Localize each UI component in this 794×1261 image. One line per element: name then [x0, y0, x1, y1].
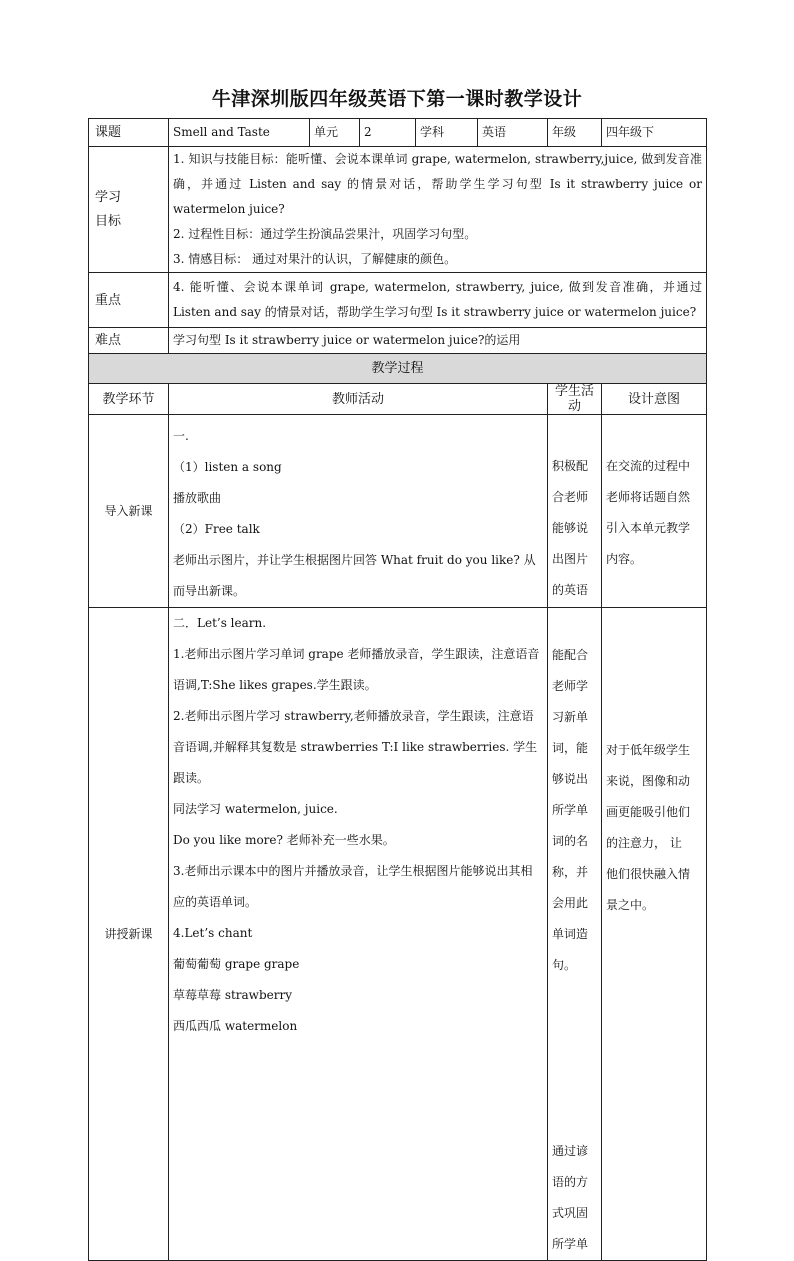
- subject-value: 英语: [478, 119, 548, 147]
- teacher-line: （2）Free talk: [173, 522, 260, 536]
- goal-line-2: 2. 过程性目标：通过学生扮演品尝果汁，巩固学习句型。: [173, 227, 477, 241]
- student-line: 句。: [552, 958, 577, 972]
- subject-label: 学科: [416, 119, 478, 147]
- intent-line: 的注意力， 让: [606, 836, 682, 850]
- teacher-line: 3.老师出示课本中的图片并播放录音，让学生根据图片能够说出其相应的英语单词。: [173, 864, 533, 909]
- goals-content: [169, 147, 707, 273]
- col-intent: 设计意图: [602, 384, 707, 415]
- col-teacher: 教师活动: [169, 384, 548, 415]
- intent-line: 来说，图像和动: [606, 774, 691, 788]
- key-content: [169, 273, 707, 328]
- student-line: 会用此单词造: [552, 896, 589, 941]
- teacher-activity-intro: [169, 415, 548, 608]
- column-header-row: [89, 384, 707, 415]
- student-activity-teaching: [548, 608, 602, 1261]
- key-text: 4. 能听懂、会说本课单词 grape, watermelon, strawberry, juice, 做到发音准确，并通过 Listen and say 的情景对话，帮助学生学习句型 Is it strawberry juice or watermelon juice?: [173, 280, 702, 319]
- teacher-line: 播放歌曲: [173, 491, 222, 505]
- teacher-line: （1）listen a song: [173, 460, 282, 474]
- intent-line: 画更能吸引他们: [606, 805, 691, 819]
- teacher-line: 草莓草莓 strawberry: [173, 988, 292, 1002]
- goal-line-1: 1. 知识与技能目标：能听懂、会说本课单词 grape, watermelon, strawberry,juice, 做到发音准确，并通过 Listen and say 的情景对话，帮助学生学习句型 Is it strawberry juice or watermelon juice?: [173, 152, 702, 216]
- col-stage: 教学环节: [89, 384, 169, 415]
- teacher-line: 二．Let’s learn.: [173, 616, 267, 630]
- process-header-row: [89, 354, 707, 384]
- teacher-line: 西瓜西瓜 watermelon: [173, 1019, 298, 1033]
- intent-line: 老师将话题自然: [606, 490, 691, 504]
- goals-label: 学习目标: [89, 147, 169, 273]
- student-line: 的英语: [552, 583, 589, 597]
- unit-value: 2: [360, 119, 416, 147]
- goal-line-3: 3. 情感目标： 通过对果汁的认识，了解健康的颜色。: [173, 252, 457, 266]
- teacher-line: 1.老师出示图片学习单词 grape 老师播放录音，学生跟读，注意语音语调,T:She likes grapes.学生跟读。: [173, 647, 540, 692]
- teacher-line: 老师出示图片，并让学生根据图片回答 What fruit do you like? 从而导出新课。: [173, 553, 536, 598]
- difficulty-content: 学习句型 Is it strawberry juice or watermelon juice?的运用: [169, 328, 707, 354]
- stage-intro: 导入新课: [89, 415, 169, 608]
- student-line: 够说出所学单: [552, 772, 589, 817]
- key-points-row: [89, 273, 707, 328]
- teacher-line: 一.: [173, 429, 189, 443]
- student-line: 习新单词，能: [552, 710, 589, 755]
- teacher-line: 同法学习 watermelon, juice.: [173, 802, 338, 816]
- design-intent-teaching: [602, 608, 707, 1261]
- design-intent-intro: [602, 415, 707, 608]
- student-line: 能够说出图片: [552, 521, 589, 566]
- teacher-line: 2.老师出示图片学习 strawberry,老师播放录音，学生跟读，注意语音语调,并解释其复数是 strawberries T:I like strawberries. 学生跟读。: [173, 709, 538, 785]
- teacher-line: Do you like more? 老师补充一些水果。: [173, 833, 395, 847]
- intent-line: 引入本单元教学: [606, 521, 691, 535]
- stage-row-teaching: [89, 608, 707, 1261]
- student-line: 通过谚语的方: [552, 1144, 589, 1189]
- difficulty-row: [89, 328, 707, 354]
- lesson-plan-table: [88, 118, 707, 1261]
- col-student: 学生活动: [548, 384, 602, 415]
- student-line: 积极配合老师: [552, 459, 589, 504]
- stage-row-intro: [89, 415, 707, 608]
- grade-value: 四年级下: [602, 119, 707, 147]
- header-row: [89, 119, 707, 147]
- student-activity-intro: [548, 415, 602, 608]
- intent-line: 内容。: [606, 552, 643, 566]
- grade-label: 年级: [548, 119, 602, 147]
- topic-value: Smell and Taste: [169, 119, 310, 147]
- unit-label: 单元: [310, 119, 360, 147]
- key-label: 重点: [89, 273, 169, 328]
- stage-teaching: 讲授新课: [89, 608, 169, 1261]
- teacher-line: 4.Let’s chant: [173, 926, 253, 940]
- difficulty-label: 难点: [89, 328, 169, 354]
- topic-label: 课题: [89, 119, 169, 147]
- intent-line: 在交流的过程中: [606, 459, 691, 473]
- student-line: 词的名称，并: [552, 834, 589, 879]
- intent-line: 对于低年级学生: [606, 743, 691, 757]
- teacher-line: 葡萄葡萄 grape grape: [173, 957, 300, 971]
- document-title: 牛津深圳版四年级英语下第一课时教学设计: [211, 88, 583, 110]
- intent-line: 他们很快融入情: [606, 867, 691, 881]
- student-line: 能配合老师学: [552, 648, 589, 693]
- goals-row: [89, 147, 707, 273]
- process-header: 教学过程: [89, 354, 707, 384]
- teacher-activity-teaching: [169, 608, 548, 1261]
- student-line: 式巩固所学单: [552, 1206, 589, 1251]
- intent-line: 景之中。: [606, 898, 655, 912]
